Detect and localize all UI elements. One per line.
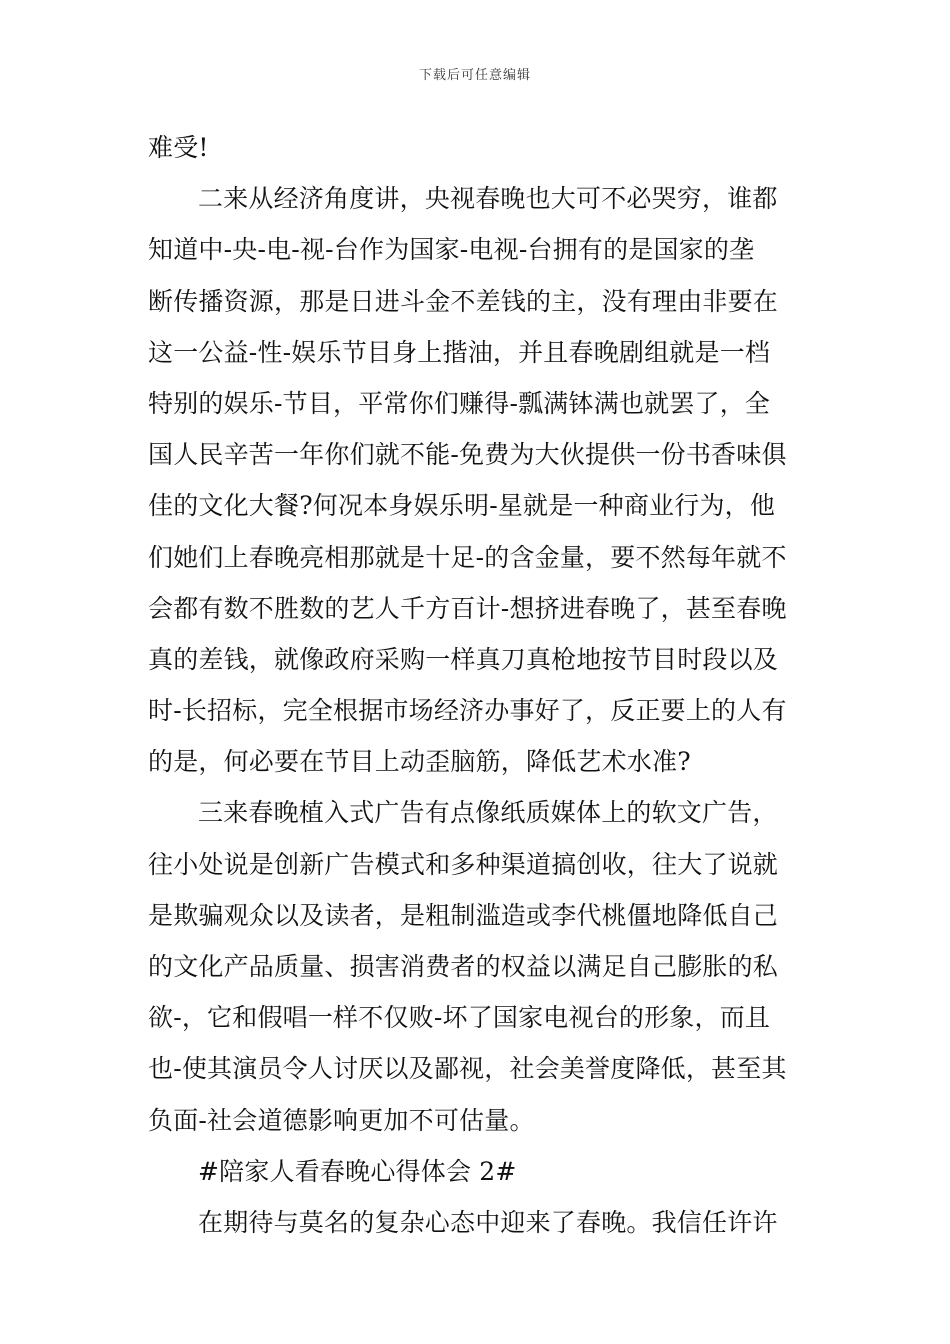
text-line: 佳的文化大餐?何况本身娱乐明-星就是一种商业行为，他 [148,491,776,521]
text-line: 知道中-央-电-视-台作为国家-电视-台拥有的是国家的垄 [148,235,755,265]
page-header: 下载后可任意编辑 [418,68,531,83]
text-line: 是欺骗观众以及读者，是粗制滥造或李代桃僵地降低自己 [148,900,779,930]
text-line: 这一公益-性-娱乐节目身上揩油，并且春晚剧组就是一档 [148,337,771,367]
section-heading: #陪家人看春晚心得体会 2# [198,1156,517,1186]
text-line: 二来从经济角度讲，央视春晚也大可不必哭穷，谁都 [198,184,778,214]
text-line: 也-使其演员令人讨厌以及鄙视，社会美誉度降低，甚至其 [148,1054,787,1084]
text-line: 特别的娱乐-节目，平常你们赚得-瓢满钵满也就罢了，全 [148,388,771,418]
text-line: 国人民辛苦一年你们就不能-免费为大伙提供一份书香味俱 [148,440,787,470]
text-line: 难受! [148,133,209,162]
text-line: 会都有数不胜数的艺人千方百计-想挤进春晚了，甚至春晚 [148,593,787,623]
text-line: 的是，何必要在节目上动歪脑筋，降低艺术水准? [148,747,691,777]
text-line: 们她们上春晚亮相那就是十足-的含金量，要不然每年就不 [148,542,787,572]
text-line: 真的差钱，就像政府采购一样真刀真枪地按节目时段以及 [148,644,779,674]
text-line: 时-长招标，完全根据市场经济办事好了，反正要上的人有 [148,696,787,726]
text-line: 欲-，它和假唱一样不仅败-坏了国家电视台的形象，而且 [148,1003,771,1033]
text-line: 负面-社会道德影响更加不可估量。 [148,1105,535,1135]
text-line: 在期待与莫名的复杂心态中迎来了春晚。我信任许许 [198,1207,778,1237]
document-body [148,122,810,1248]
text-line: 的文化产品质量、损害消费者的权益以满足自己膨胀的私 [148,952,779,981]
text-line: 三来春晚植入式广告有点像纸质媒体上的软文广告， [198,798,778,828]
text-line: 断传播资源，那是日进斗金不差钱的主，没有理由非要在 [148,286,779,316]
text-line: 往小处说是创新广告模式和多种渠道搞创收，往大了说就 [148,849,779,879]
